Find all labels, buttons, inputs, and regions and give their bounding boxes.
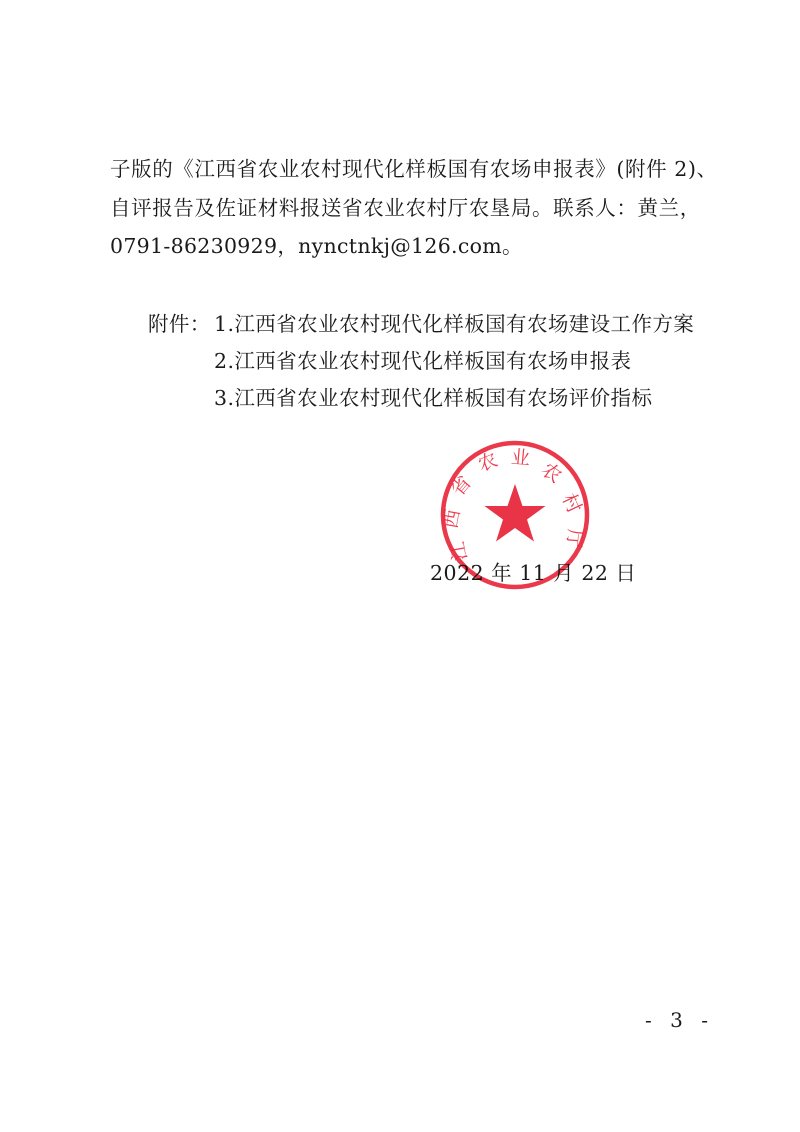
seal-char: 村 — [557, 490, 586, 517]
official-seal — [438, 438, 592, 592]
signature-date: 2022 年 11 月 22 日 — [430, 561, 637, 585]
star-icon — [485, 484, 546, 542]
seal-char: 西 — [439, 507, 465, 531]
attachment-item-3 — [148, 380, 694, 417]
paragraph-line-1: 子版的《江西省农业农村现代化样板国有农场申报表》(附件 2)、 — [110, 157, 718, 181]
attachment-title: 3.江西省农业农村现代化样板国有农场评价指标 — [214, 386, 653, 410]
seal-char: 省 — [446, 471, 476, 501]
attachment-item-1 — [148, 306, 694, 343]
attachment-title: 1.江西省农业农村现代化样板国有农场建设工作方案 — [214, 312, 695, 336]
paragraph-line-3: 0791-86230929，nynctnkj@126.com。 — [110, 234, 523, 258]
seal-char: 农 — [537, 458, 566, 488]
seal-char: 农 — [474, 448, 501, 477]
seal-char: 厅 — [562, 528, 586, 549]
body-paragraph — [110, 150, 718, 266]
attachment-title: 2.江西省农业农村现代化样板国有农场申报表 — [214, 349, 632, 373]
page-number: - 3 - — [645, 1008, 714, 1032]
attachment-item-2 — [148, 343, 694, 380]
seal-char: 江 — [446, 539, 472, 563]
attachments-list — [148, 306, 694, 417]
attachments-label: 附件： — [148, 312, 211, 336]
paragraph-line-2: 自评报告及佐证材料报送省农业农村厅农垦局。联系人：黄兰， — [110, 195, 701, 220]
seal-char: 业 — [510, 446, 531, 470]
